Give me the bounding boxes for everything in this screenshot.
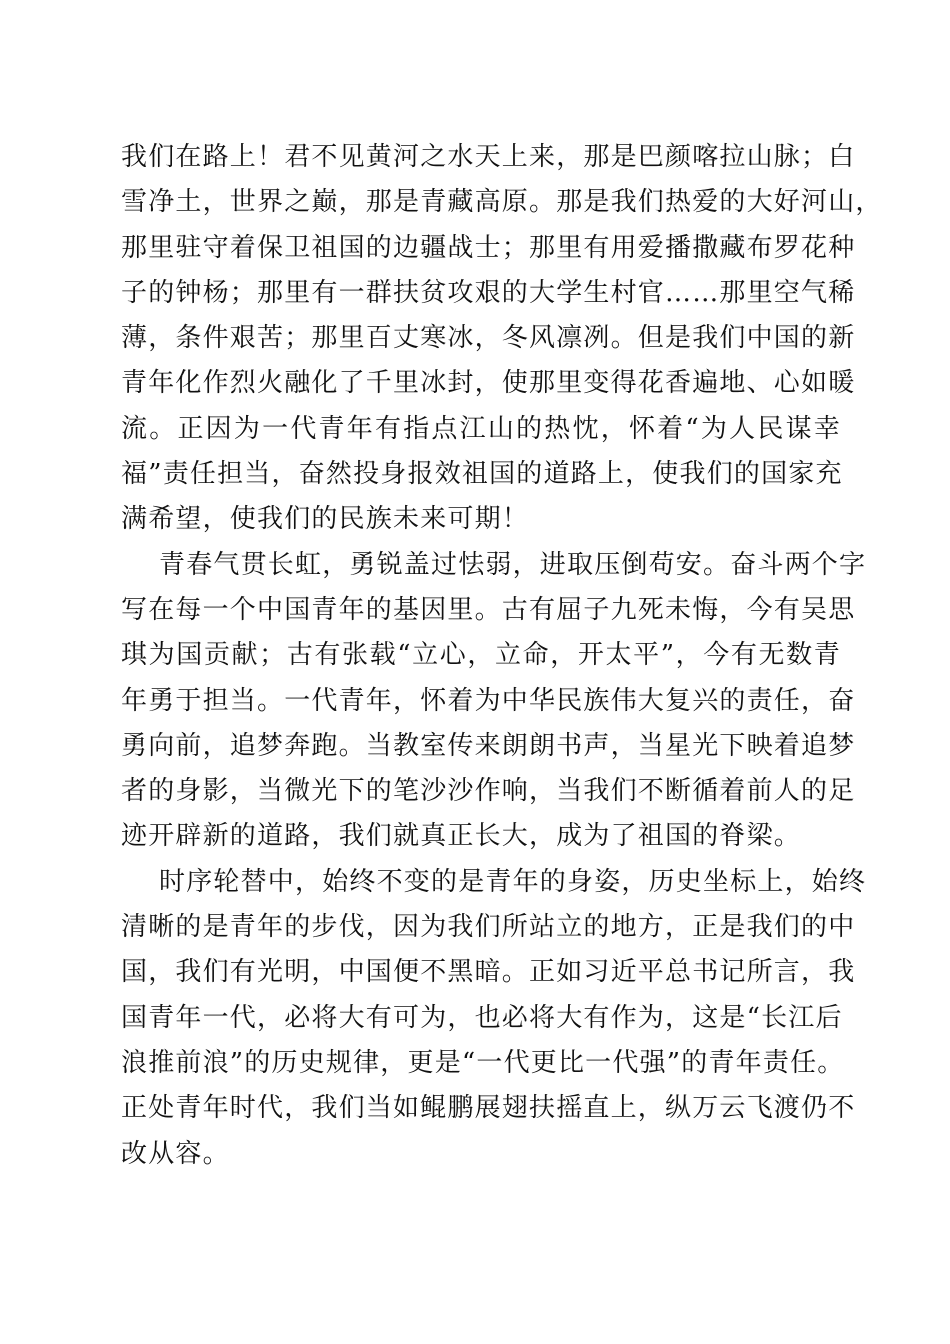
- text-line: 那里驻守着保卫祖国的边疆战士；那里有用爱播撒藏布罗花种: [121, 232, 856, 263]
- text-line: 流。正因为一代青年有指点江山的热忱，怀着“为人民谋幸: [121, 413, 841, 444]
- text-line: 青春气贯长虹，勇锐盖过怯弱，进取压倒苟安。奋斗两个字: [159, 549, 867, 580]
- text-line: 薄，条件艰苦；那里百丈寒冰，冬风凛冽。但是我们中国的新: [121, 323, 856, 354]
- document-body: [121, 135, 883, 1177]
- text-line: 勇向前，追梦奔跑。当教室传来朗朗书声，当星光下映着追梦: [121, 730, 856, 761]
- text-line: 清晰的是青年的步伐，因为我们所站立的地方，正是我们的中: [121, 912, 856, 943]
- paragraph-1: [121, 135, 883, 543]
- text-line: 写在每一个中国青年的基因里。古有屈子九死未悔，今有吴思: [121, 594, 856, 625]
- text-line: 满希望，使我们的民族未来可期！: [121, 504, 530, 535]
- text-line: 子的钟杨；那里有一群扶贫攻艰的大学生村官……那里空气稀: [121, 277, 856, 308]
- text-line: 琪为国贡献；古有张载“立心，立命，开太平”，今有无数青: [121, 640, 841, 671]
- text-line: 我们在路上！君不见黄河之水天上来，那是巴颜喀拉山脉；白: [121, 142, 856, 172]
- text-line: 浪推前浪”的历史规律，更是“一代更比一代强”的青年责任。: [121, 1047, 845, 1078]
- text-line: 改从容。: [121, 1138, 230, 1169]
- text-line: 年勇于担当。一代青年，怀着为中华民族伟大复兴的责任，奋: [121, 685, 856, 716]
- text-line: 国，我们有光明，中国便不黑暗。正如习近平总书记所言，我: [121, 957, 856, 988]
- paragraph-2: [121, 543, 867, 860]
- text-line: 时序轮替中，始终不变的是青年的身姿，历史坐标上，始终: [159, 866, 867, 897]
- text-line: 迹开辟新的道路，我们就真正长大，成为了祖国的脊梁。: [121, 821, 802, 852]
- text-line: 国青年一代，必将大有可为，也必将大有作为，这是“长江后: [121, 1002, 843, 1033]
- paragraph-3: [121, 860, 867, 1177]
- text-line: 青年化作烈火融化了千里冰封，使那里变得花香遍地、心如暖: [121, 368, 856, 399]
- text-line: 者的身影，当微光下的笔沙沙作响，当我们不断循着前人的足: [121, 776, 856, 807]
- text-line: 雪净土，世界之巅，那是青藏高原。那是我们热爱的大好河山，: [121, 187, 883, 218]
- text-line: 福”责任担当，奋然投身报效祖国的道路上，使我们的国家充: [121, 459, 843, 490]
- text-line: 正处青年时代，我们当如鲲鹏展翅扶摇直上，纵万云飞渡仍不: [121, 1093, 856, 1124]
